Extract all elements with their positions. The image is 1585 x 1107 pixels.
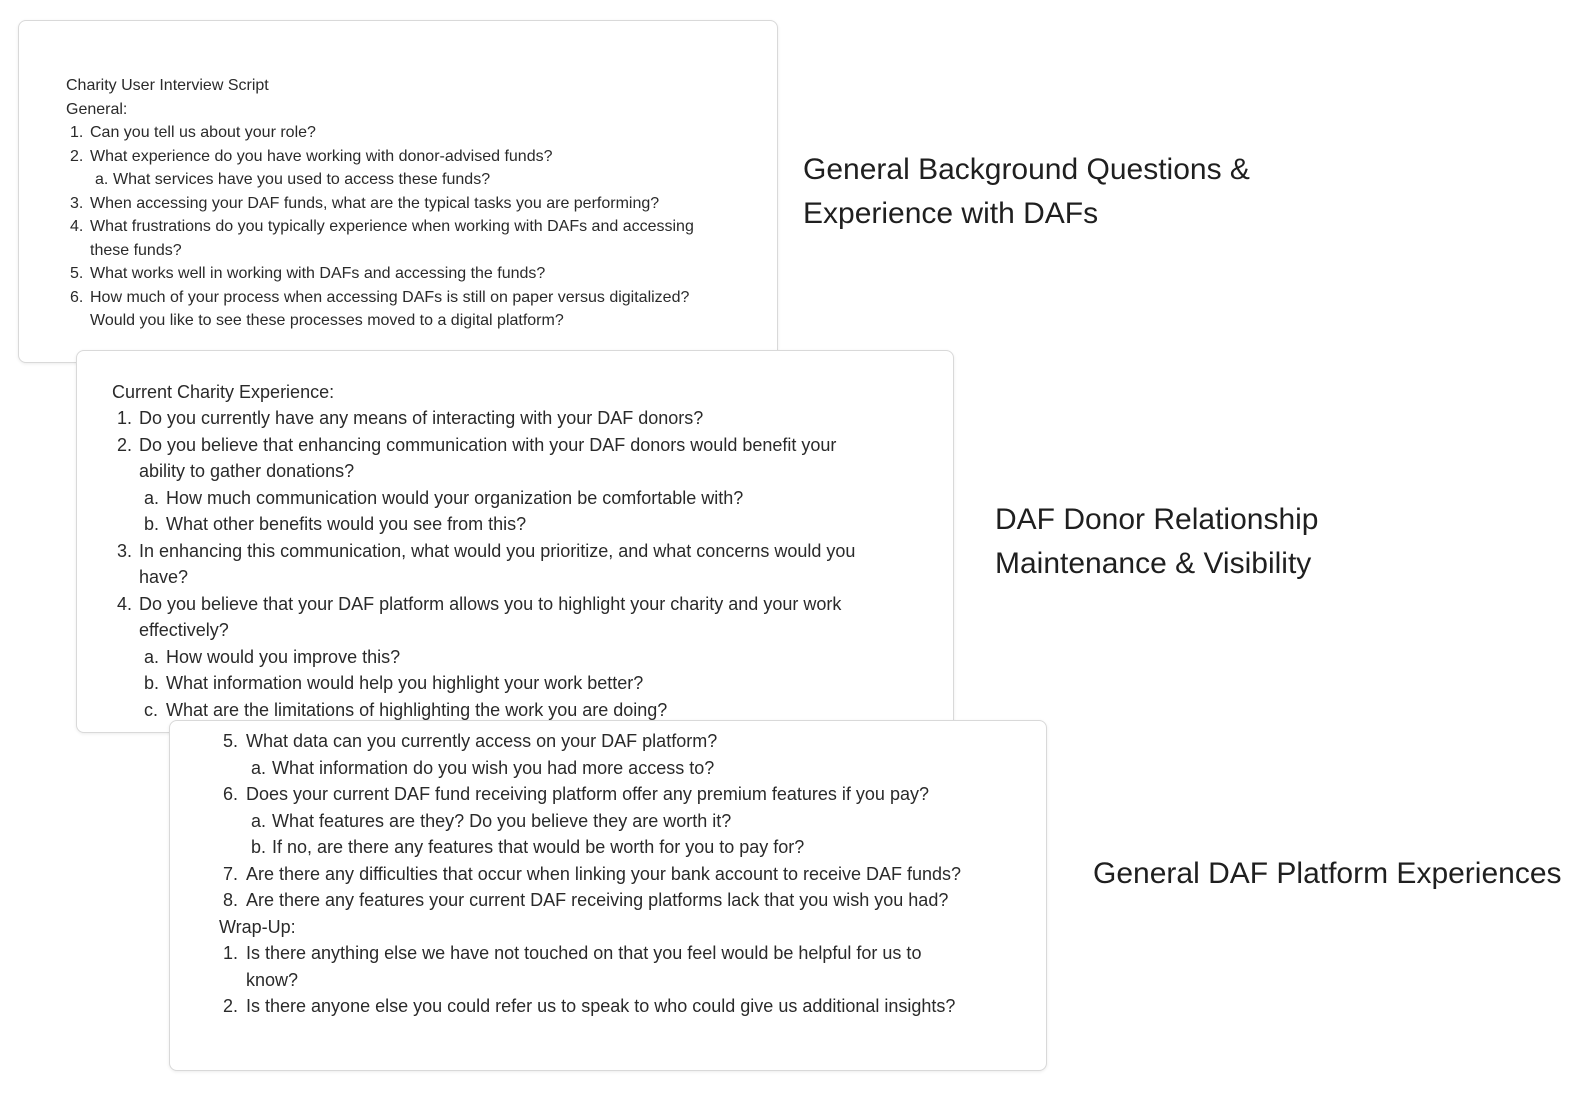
question-number: a. bbox=[144, 646, 160, 667]
question-number: 1. bbox=[117, 408, 133, 428]
question-number: 3. bbox=[117, 540, 133, 561]
question-text: Does your current DAF fund receiving platform offer any premium features if you pay? bbox=[246, 784, 929, 804]
label-platform-experiences: General DAF Platform Experiences bbox=[1093, 857, 1562, 890]
section-heading-current: Current Charity Experience: bbox=[112, 382, 335, 402]
question-text: If no, are there any features that would be worth for you to pay for? bbox=[272, 837, 805, 857]
label-donor-relationship-line2: Maintenance & Visibility bbox=[995, 547, 1312, 580]
question-text: What services have you used to access these funds? bbox=[113, 171, 491, 188]
script-title: Charity User Interview Script bbox=[66, 77, 269, 94]
question-number: 7. bbox=[223, 863, 239, 884]
question-number: 5. bbox=[223, 731, 239, 751]
question-number: 2. bbox=[223, 996, 239, 1016]
question-text: effectively? bbox=[139, 620, 229, 640]
question-text: How much communication would your organization be comfortable with? bbox=[166, 487, 744, 508]
question-text: Do you believe that your DAF platform allows you to highlight your charity and your work bbox=[139, 593, 842, 614]
question-text: How would you improve this? bbox=[166, 646, 401, 667]
question-text: Do you believe that enhancing communication with your DAF donors would benefit your bbox=[139, 434, 837, 455]
section-heading-wrapup: Wrap-Up: bbox=[219, 917, 296, 937]
question-number: a. bbox=[251, 810, 267, 831]
question-number: 3. bbox=[70, 194, 84, 212]
question-number: a. bbox=[144, 487, 160, 508]
question-number: 4. bbox=[117, 593, 133, 614]
question-number: a. bbox=[95, 171, 109, 188]
question-text: Are there any difficulties that occur when linking your bank account to receive DAF funds? bbox=[246, 863, 962, 884]
question-number: 1. bbox=[223, 943, 239, 963]
question-number: b. bbox=[144, 514, 160, 534]
question-number: a. bbox=[251, 757, 267, 778]
question-text: have? bbox=[139, 567, 189, 587]
question-text: When accessing your DAF funds, what are the typical tasks you are performing? bbox=[90, 194, 660, 212]
question-number: 2. bbox=[117, 434, 133, 455]
question-text: What frustrations do you typically experience when working with DAFs and accessing bbox=[90, 218, 694, 235]
question-text: What works well in working with DAFs and accessing the funds? bbox=[90, 265, 546, 282]
question-text: What information do you wish you had more access to? bbox=[272, 757, 715, 778]
question-text: Are there any features your current DAF receiving platforms lack that you wish you had? bbox=[246, 890, 949, 910]
section-heading-general: General: bbox=[66, 101, 128, 118]
question-text: know? bbox=[246, 969, 299, 990]
label-donor-relationship: DAF Donor Relationship bbox=[995, 503, 1319, 536]
question-text: Do you currently have any means of interacting with your DAF donors? bbox=[139, 408, 704, 428]
question-text: What experience do you have working with donor-advised funds? bbox=[90, 147, 553, 165]
question-text: What are the limitations of highlighting the work you are doing? bbox=[166, 699, 668, 720]
question-text: Is there anything else we have not touched on that you feel would be helpful for us to bbox=[246, 943, 922, 963]
script-card-current-experience bbox=[76, 350, 954, 733]
label-general-background: General Background Questions & bbox=[803, 153, 1250, 186]
question-number: 6. bbox=[223, 784, 239, 804]
question-text: Is there anyone else you could refer us to speak to who could give us additional insights? bbox=[246, 996, 956, 1016]
question-text: What data can you currently access on your DAF platform? bbox=[246, 731, 718, 751]
question-text: What features are they? Do you believe they are worth it? bbox=[272, 810, 732, 831]
question-number: 5. bbox=[70, 265, 84, 282]
script-card-general bbox=[18, 20, 778, 363]
question-number: 8. bbox=[223, 890, 239, 910]
question-text: How much of your process when accessing DAFs is still on paper versus digitalized? bbox=[90, 288, 690, 306]
question-text: In enhancing this communication, what would you prioritize, and what concerns would you bbox=[139, 540, 856, 561]
question-text: ability to gather donations? bbox=[139, 461, 355, 481]
question-text: What information would help you highlight your work better? bbox=[166, 673, 644, 693]
question-text: Can you tell us about your role? bbox=[90, 124, 316, 141]
question-text: these funds? bbox=[90, 241, 182, 259]
question-number: 6. bbox=[70, 288, 84, 306]
label-general-background-line2: Experience with DAFs bbox=[803, 197, 1099, 230]
script-card-platform bbox=[169, 720, 1047, 1071]
question-number: c. bbox=[144, 699, 159, 720]
question-number: b. bbox=[144, 673, 160, 693]
question-text: What other benefits would you see from this? bbox=[166, 514, 527, 534]
question-number: 4. bbox=[70, 218, 84, 235]
question-number: 2. bbox=[70, 147, 84, 165]
question-number: 1. bbox=[70, 124, 84, 141]
question-number: b. bbox=[251, 837, 267, 857]
question-text: Would you like to see these processes moved to a digital platform? bbox=[90, 312, 564, 329]
